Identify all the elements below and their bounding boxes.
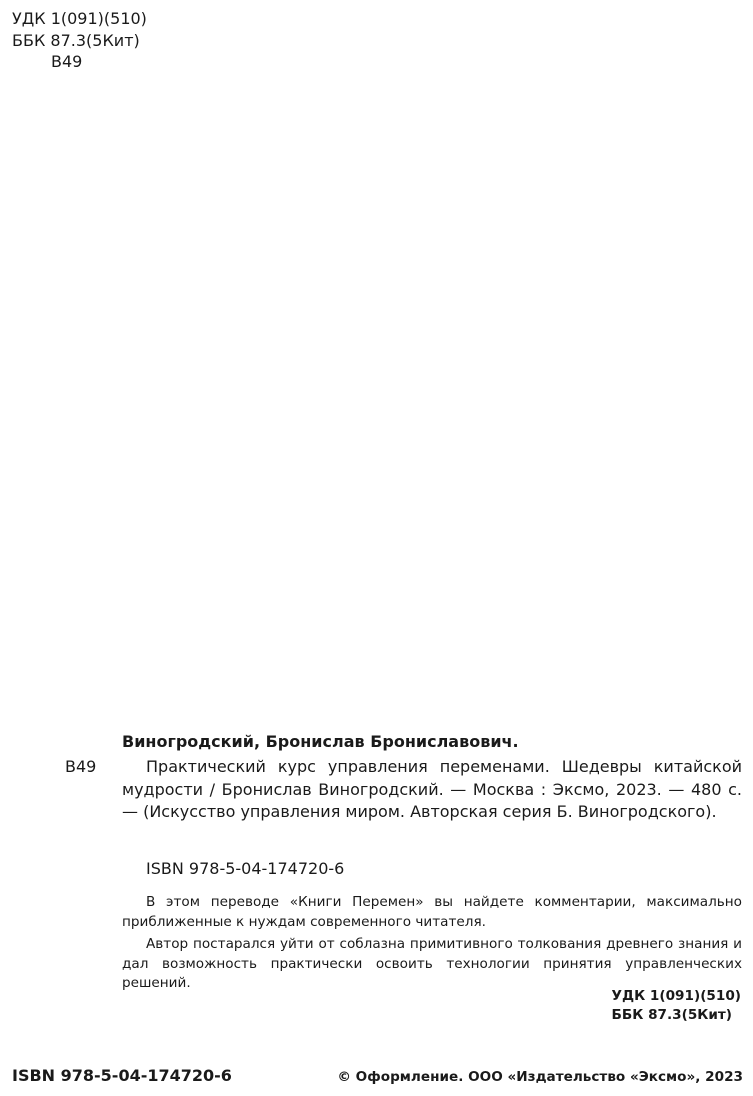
record-description: Практический курс управления переменами. Шедевры китайской мудрости / Бронислав Виногродский. — Москва : Эксмо, 2023. — 480 с. — (Искусство управления миром. Авторская серия Б. Виногродского).	[122, 757, 742, 821]
bbk-code: ББК 87.3(5Кит)	[12, 31, 140, 50]
record-udk: УДК 1(091)(510)	[611, 988, 741, 1004]
record-bbk: ББК 87.3(5Кит)	[611, 1007, 733, 1023]
record-isbn: ISBN 978-5-04-174720-6	[146, 859, 345, 878]
footer-isbn: ISBN 978-5-04-174720-6	[12, 1066, 232, 1085]
annotation-paragraph-2: Автор постарался уйти от соблазна примитивного толкования древнего знания и дал возможность практически освоить технологии принятия управленческих решений.	[122, 936, 742, 991]
record-classification-codes	[612, 987, 742, 1025]
udk-code: УДК 1(091)(510)	[12, 9, 147, 28]
record-author-mark: В49	[65, 757, 97, 776]
footer-copyright: © Оформление. ООО «Издательство «Эксмо», 2023	[337, 1069, 743, 1085]
author-heading: Виногродский, Бронислав Брониславович.	[122, 732, 519, 751]
author-mark: В49	[51, 52, 83, 71]
annotation-paragraph-1: В этом переводе «Книги Перемен» вы найдете комментарии, максимально приближенные к нуждам современного читателя.	[122, 894, 742, 930]
